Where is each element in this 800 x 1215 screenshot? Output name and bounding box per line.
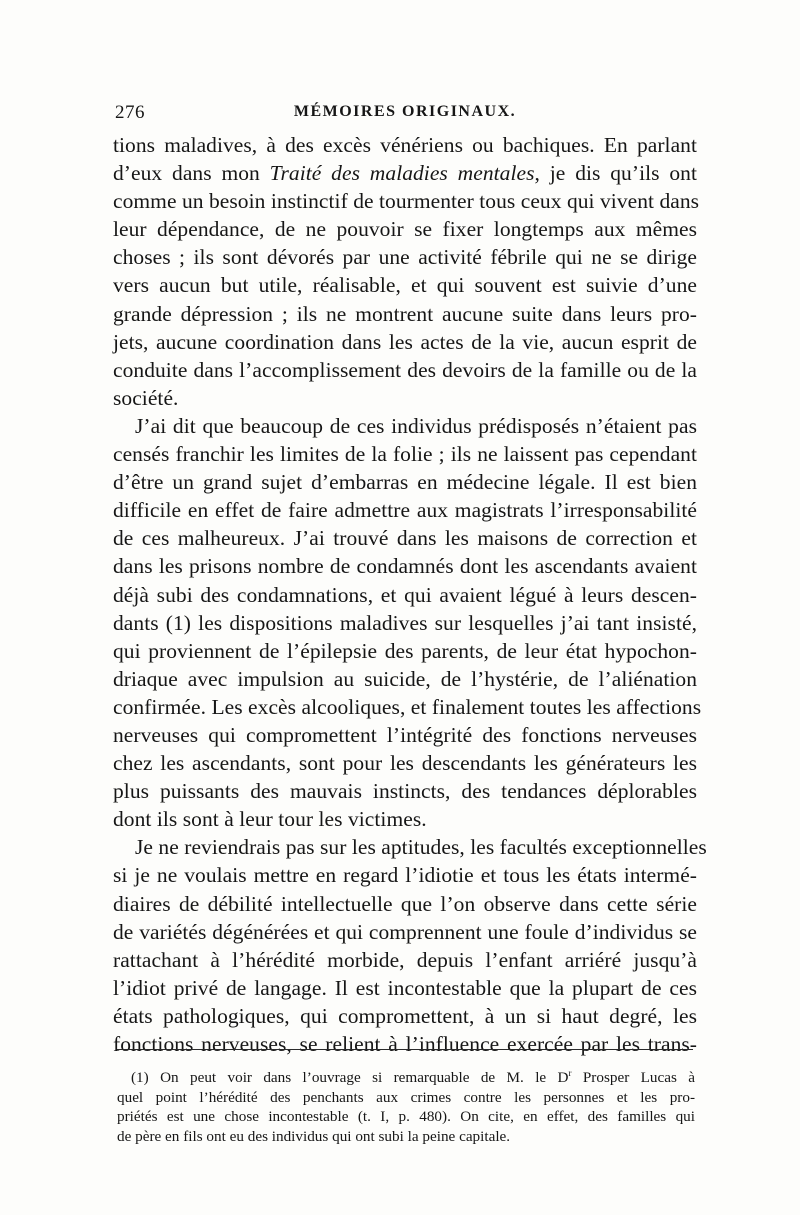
text-line: chez les ascendants, sont pour les descendants les générateurs les — [113, 751, 697, 776]
text-line: dants (1) les dispositions maladives sur lesquelles j’ai tant insisté, — [113, 610, 697, 635]
text-line: de variétés dégénérées et qui comprennent une foule d’individus se — [113, 919, 697, 944]
footnote-line: de père en fils ont eu des individus qui ont subi la peine capitale. — [117, 1127, 511, 1145]
text-line: plus puissants des mauvais instincts, des tendances déplorables — [113, 779, 697, 804]
text-line: l’idiot privé de langage. Il est incontestable que la plupart de ces — [113, 975, 697, 1000]
running-title: MÉMOIRES ORIGINAUX. — [293, 103, 517, 120]
text-line: états pathologiques, qui compromettent, à un si haut degré, les — [113, 1003, 697, 1028]
text-line: nerveuses qui compromettent l’intégrité des fonctions nerveuses — [113, 722, 697, 747]
text-line: société. — [113, 385, 179, 410]
text-line: de ces malheureux. J’ai trouvé dans les maisons de correction et — [113, 526, 697, 551]
text-line: confirmée. Les excès alcooliques, et finalement toutes les affections — [113, 694, 702, 719]
text-line: censés franchir les limites de la folie ; ils ne laissent pas cependant — [113, 442, 697, 467]
text-line: d’eux dans mon Traité des maladies mentales, je dis qu’ils ont — [113, 161, 697, 186]
footnotes — [117, 1068, 695, 1146]
text-line: tions maladives, à des excès vénériens ou bachiques. En parlant — [113, 133, 697, 157]
text-line: diaires de débilité intellectuelle que l’on observe dans cette série — [113, 891, 697, 916]
text-line: dans les prisons nombre de condamnés dont les ascendants avaient — [113, 554, 697, 579]
footnote-line: quel point l’hérédité des penchants aux crimes contre les personnes et les pro- — [117, 1088, 695, 1106]
text-line: dont ils sont à leur tour les victimes. — [113, 807, 427, 832]
text-line: J’ai dit que beaucoup de ces individus prédisposés n’étaient pas — [135, 413, 697, 438]
text-line: leur dépendance, de ne pouvoir se fixer longtemps aux mêmes — [113, 217, 697, 242]
footnote-line: (1) On peut voir dans l’ouvrage si remarquable de M. le $D^r$ Prosper Lucas à — [131, 1067, 695, 1086]
text-line: choses ; ils sont dévorés par une activité fébrile qui ne se dirige — [113, 245, 697, 270]
text-line: si je ne voulais mettre en regard l’idiotie et tous les états intermé- — [113, 863, 697, 888]
text-line: Je ne reviendrais pas sur les aptitudes, les facultés exceptionnelles — [135, 835, 707, 860]
text-line: conduite dans l’accomplissement des devoirs de la famille ou de la — [113, 357, 697, 382]
text-line: fonctions nerveuses, se relient à l’influence exercée par les trans- — [113, 1032, 697, 1056]
text-line: comme un besoin instinctif de tourmenter tous ceux qui vivent dans — [113, 189, 700, 214]
page-number: 276 — [115, 102, 145, 123]
text-line: jets, aucune coordination dans les actes de la vie, aucun esprit de — [113, 329, 697, 354]
text-line: qui proviennent de l’épilepsie des parents, de leur état hypochon- — [113, 638, 697, 663]
text-line: déjà subi des condamnations, et qui avaient légué à leurs descen- — [113, 582, 697, 607]
text-line: difficile en effet de faire admettre aux magistrats l’irresponsabilité — [113, 498, 697, 523]
text-line: driaque avec impulsion au suicide, de l’hystérie, de l’aliénation — [113, 666, 697, 691]
text-line: rattachant à l’hérédité morbide, depuis l’enfant arriéré jusqu’à — [113, 947, 697, 972]
body-text — [113, 131, 707, 1058]
page-header — [115, 102, 695, 128]
text-line: d’être un grand sujet d’embarras en médecine légale. Il est bien — [113, 470, 697, 495]
footnote-rule — [117, 1049, 693, 1050]
text-line: vers aucun but utile, réalisable, et qui souvent est suivie d’une — [113, 273, 697, 298]
footnote-line: priétés est une chose incontestable (t. I, p. 480). On cite, en effet, des familles qui — [117, 1108, 695, 1126]
text-line: grande dépression ; ils ne montrent aucune suite dans leurs pro- — [113, 301, 697, 326]
book-title: Traité des maladies mentales — [269, 161, 535, 186]
